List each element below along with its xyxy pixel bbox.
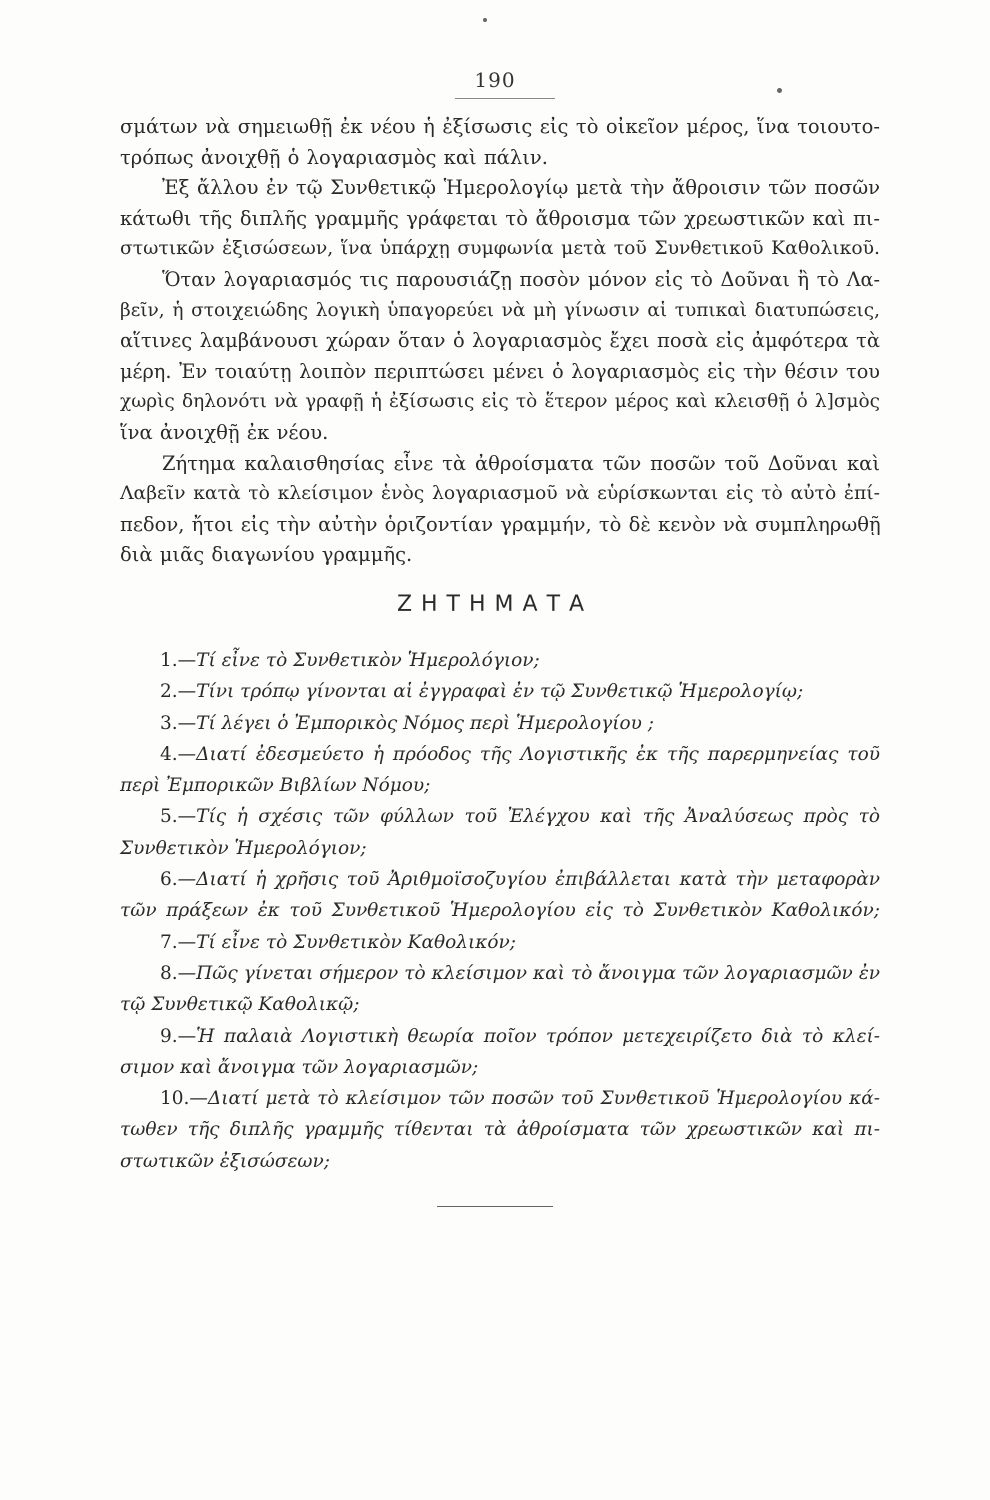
- question-number: 2.: [160, 681, 178, 703]
- text-line: Λαβεῖν κατὰ τὸ κλείσιμον ἑνὸς λογαριασμοῦ νὰ εὑρίσκωνται εἰς τὸ αὐτὸ ἐπί-: [120, 483, 880, 505]
- text-line: σμάτων νὰ σημειωθῇ ἐκ νέου ἡ ἐξίσωσις εἰς τὸ οἰκεῖον μέρος, ἵνα τοιουτο-: [120, 115, 880, 138]
- question-text: Ἡ παλαιὰ Λογιστικὴ θεωρία ποῖον τρόπον μετεχειρίζετο διὰ τὸ κλεί-: [196, 1025, 880, 1047]
- text-line: Ὅταν λογαριασμός τις παρουσιάζῃ ποσὸν μόνον εἰς τὸ Δοῦναι ἢ τὸ Λα-: [162, 267, 880, 291]
- page-number-rule: [455, 98, 555, 99]
- question-number: 9.: [160, 1025, 178, 1047]
- question-number: 3.: [160, 712, 178, 734]
- text-line: πεδον, ἤτοι εἰς τὴν αὐτὴν ὁριζοντίαν γραμμήν, τὸ δὲ κενὸν νὰ συμπληρωθῇ: [120, 512, 881, 536]
- question-item: 3.—Τί λέγει ὁ Ἐμπορικὸς Νόμος περὶ Ἡμερολογίου ;: [160, 712, 654, 734]
- paragraph: [120, 449, 880, 571]
- ink-speck: [483, 18, 487, 22]
- questions-list: [120, 645, 880, 1177]
- text-line: κάτωθι τῆς διπλῆς γραμμῆς γράφεται τὸ ἄθροισμα τῶν χρεωστικῶν καὶ πι-: [120, 206, 880, 230]
- body-text: [120, 112, 880, 571]
- question-item: 2.—Τίνι τρόπῳ γίνονται αἱ ἐγγραφαὶ ἐν τῷ Συνθετικῷ Ἡμερολογίῳ;: [160, 681, 804, 703]
- text-line: βεῖν, ἡ στοιχειώδης λογικὴ ὑπαγορεύει νὰ μὴ γίνωσιν αἱ τυπικαὶ διατυπώσεις,: [120, 299, 880, 321]
- question-text: Τί εἶνε τὸ Συνθετικὸν Ἡμερολόγιον;: [196, 650, 540, 671]
- text-line: στωτικῶν ἐξισώσεων, ἵνα ὑπάρχῃ συμφωνία μετὰ τοῦ Συνθετικοῦ Καθολικοῦ.: [120, 238, 880, 260]
- text-line: μέρη. Ἐν τοιαύτῃ λοιπὸν περιπτώσει μένει ὁ λογαριασμὸς εἰς τὴν θέσιν του: [120, 359, 880, 383]
- section-title: ΖΗΤΗΜΑΤΑ: [396, 592, 594, 617]
- question-text-line: τῶν πράξεων ἐκ τοῦ Συνθετικοῦ Ἡμερολογίου εἰς τὸ Συνθετικὸν Καθολικόν;: [120, 900, 880, 922]
- question-item: 9.—Ἡ παλαιὰ Λογιστικὴ θεωρία ποῖον τρόπον μετεχειρίζετο διὰ τὸ κλεί- σιμον καὶ ἄνοιγμα τῶν λογαριασμῶν;: [120, 1021, 880, 1084]
- question-item: 8.—Πῶς γίνεται σήμερον τὸ κλείσιμον καὶ τὸ ἄνοιγμα τῶν λογαριασμῶν ἐν τῷ Συνθετικῷ Καθολικῷ;: [120, 958, 880, 1021]
- question-text: Διατί μετὰ τὸ κλείσιμον τῶν ποσῶν τοῦ Συνθετικοῦ Ἡμερολογίου κά-: [207, 1088, 880, 1110]
- question-text-line: περὶ Ἐμπορικῶν Βιβλίων Νόμου;: [120, 775, 431, 797]
- text-line: ἵνα ἀνοιχθῇ ἐκ νέου.: [120, 420, 329, 444]
- question-item: 10.—Διατί μετὰ τὸ κλείσιμον τῶν ποσῶν τοῦ Συνθετικοῦ Ἡμερολογίου κά- τωθεν τῆς διπλῆς γραμμῆς τίθενται τὰ ἀθροίσματα τῶν χρεωστικῶν καὶ πι- στωτικῶν ἐξισώσεων;: [120, 1083, 880, 1177]
- question-text-line: τῷ Συνθετικῷ Καθολικῷ;: [120, 994, 360, 1016]
- question-text-line: στωτικῶν ἐξισώσεων;: [120, 1150, 330, 1172]
- question-text-line: Συνθετικὸν Ἡμερολόγιον;: [120, 837, 367, 859]
- question-number: 8.: [160, 962, 178, 984]
- text-line: χωρὶς δηλονότι νὰ γραφῇ ἡ ἐξίσωσις εἰς τὸ ἕτερον μέρος καὶ κλεισθῇ ὁ λ]σμὸς: [120, 391, 880, 413]
- question-number: 6.: [160, 869, 178, 891]
- text-line: Ζήτημα καλαισθησίας εἶνε τὰ ἀθροίσματα τῶν ποσῶν τοῦ Δοῦναι καὶ: [162, 451, 880, 475]
- question-text-line: σιμον καὶ ἄνοιγμα τῶν λογαριασμῶν;: [120, 1056, 479, 1078]
- question-text: Τίς ἡ σχέσις τῶν φύλλων τοῦ Ἐλέγχου καὶ τῆς Ἀναλύσεως πρὸς τὸ: [196, 806, 880, 828]
- question-item: 5.—Τίς ἡ σχέσις τῶν φύλλων τοῦ Ἐλέγχου καὶ τῆς Ἀναλύσεως πρὸς τὸ Συνθετικὸν Ἡμερολόγιον;: [120, 801, 880, 864]
- question-text: Διατί ἐδεσμεύετο ἡ πρόοδος τῆς Λογιστικῆς ἐκ τῆς παρερμηνείας τοῦ: [196, 743, 880, 765]
- question-text: Διατί ἡ χρῆσις τοῦ Ἀριθμοϊσοζυγίου ἐπιβάλλεται κατὰ τὴν μεταφορὰν: [196, 869, 880, 891]
- question-text: Τίνι τρόπῳ γίνονται αἱ ἐγγραφαὶ ἐν τῷ Συνθετικῷ Ἡμερολογίῳ;: [196, 681, 804, 703]
- text-line: αἵτινες λαμβάνουσι χώραν ὅταν ὁ λογαριασμὸς ἔχει ποσὰ εἰς ἀμφότερα τὰ: [120, 329, 880, 353]
- question-number: 7.: [160, 931, 178, 953]
- end-rule: [437, 1206, 553, 1207]
- question-number: 10.: [160, 1088, 190, 1110]
- question-text-line: τωθεν τῆς διπλῆς γραμμῆς τίθενται τὰ ἀθροίσματα τῶν χρεωστικῶν καὶ πι-: [120, 1119, 880, 1141]
- question-text: Πῶς γίνεται σήμερον τὸ κλείσιμον καὶ τὸ ἄνοιγμα τῶν λογαριασμῶν ἐν: [196, 962, 880, 984]
- question-item: 1.—Τί εἶνε τὸ Συνθετικὸν Ἡμερολόγιον;: [160, 650, 540, 671]
- paragraph: [120, 265, 880, 449]
- question-number: 4.: [160, 743, 178, 765]
- question-item: 4.—Διατί ἐδεσμεύετο ἡ πρόοδος τῆς Λογιστικῆς ἐκ τῆς παρερμηνείας τοῦ περὶ Ἐμπορικῶν Βιβλίων Νόμου;: [120, 739, 880, 802]
- question-item: 7.—Τί εἶνε τὸ Συνθετικὸν Καθολικόν;: [160, 931, 516, 953]
- question-text: Τί εἶνε τὸ Συνθετικὸν Καθολικόν;: [196, 931, 516, 953]
- question-text: Τί λέγει ὁ Ἐμπορικὸς Νόμος περὶ Ἡμερολογίου ;: [196, 712, 654, 734]
- text-line: διὰ μιᾶς διαγωνίου γραμμῆς.: [120, 543, 413, 567]
- text-line: τρόπως ἀνοιχθῇ ὁ λογαριασμὸς καὶ πάλιν.: [120, 145, 548, 169]
- paragraph: [120, 173, 880, 265]
- question-number: 1.: [160, 650, 178, 671]
- question-item: 6.—Διατί ἡ χρῆσις τοῦ Ἀριθμοϊσοζυγίου ἐπιβάλλεται κατὰ τὴν μεταφορὰν τῶν πράξεων ἐκ τοῦ Συνθετικοῦ Ἡμερολογίου εἰς τὸ Συνθετικὸν Καθολικόν;: [120, 864, 880, 927]
- page-number: 190: [474, 68, 516, 92]
- paragraph: [120, 112, 880, 173]
- text-line: Ἐξ ἄλλου ἐν τῷ Συνθετικῷ Ἡμερολογίῳ μετὰ τὴν ἄθροισιν τῶν ποσῶν: [162, 176, 880, 200]
- question-number: 5.: [160, 806, 178, 828]
